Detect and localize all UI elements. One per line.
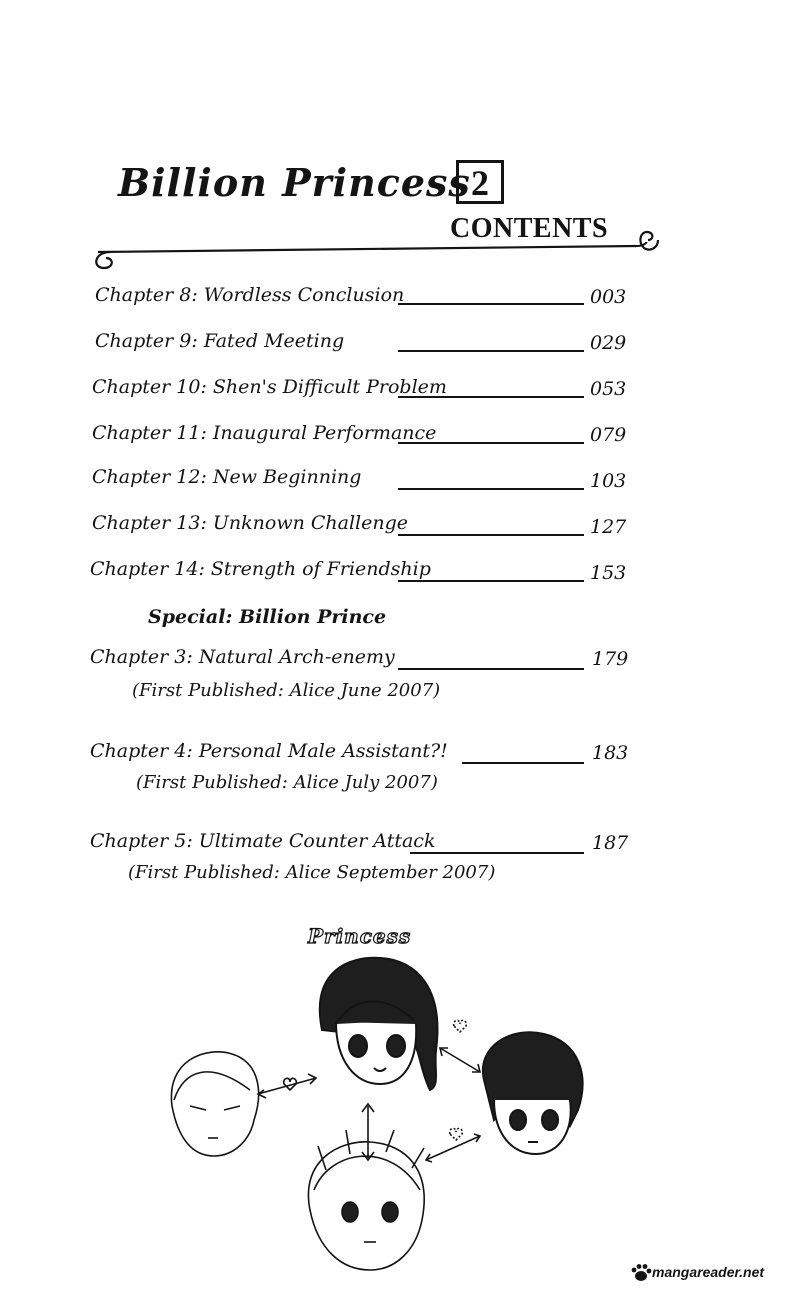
chapter-title: Chapter 14: Strength of Friendship — [90, 558, 431, 580]
publication-note: (First Published: Alice June 2007) — [132, 680, 441, 701]
page-number: 103 — [590, 470, 627, 492]
publication-note: (First Published: Alice September 2007) — [128, 862, 496, 883]
chapter-title: Chapter 9: Fated Meeting — [95, 330, 345, 352]
special-chapter-title: Chapter 4: Personal Male Assistant?! — [90, 740, 448, 762]
watermark-logo[interactable]: mangareader.net — [652, 1264, 765, 1280]
chapter-title: Chapter 13: Unknown Challenge — [92, 512, 409, 534]
chapter-title: Chapter 8: Wordless Conclusion — [95, 284, 405, 306]
page-number: 127 — [590, 516, 627, 538]
publication-note: (First Published: Alice July 2007) — [136, 772, 438, 793]
chapter-title: Chapter 11: Inaugural Performance — [92, 422, 437, 444]
page-number: 153 — [590, 562, 627, 584]
page-number: 179 — [592, 648, 629, 670]
special-heading: Special: Billion Prince — [148, 606, 387, 628]
leader-line — [398, 488, 584, 490]
character-face — [308, 1130, 424, 1270]
swirl-ornament-icon — [88, 242, 648, 282]
heart-arrow-icon — [426, 1128, 480, 1162]
leader-line — [398, 580, 584, 582]
volume-number-box: 2 — [456, 160, 504, 204]
contents-heading: CONTENTS — [450, 213, 609, 244]
special-chapter-title: Chapter 5: Ultimate Counter Attack — [90, 830, 436, 852]
character-illustration — [150, 950, 630, 1286]
paw-icon — [630, 1263, 652, 1283]
page-number: 003 — [590, 286, 627, 308]
page-number: 029 — [590, 332, 627, 354]
leader-line — [398, 303, 584, 305]
page-number: 053 — [590, 378, 627, 400]
leader-line — [398, 442, 584, 444]
leader-line — [410, 852, 584, 854]
leader-line — [398, 534, 584, 536]
chapter-title: Chapter 12: New Beginning — [92, 466, 362, 488]
leader-line — [398, 350, 584, 352]
character-face — [483, 1032, 583, 1154]
leader-line — [462, 762, 584, 764]
page-number: 183 — [592, 742, 629, 764]
special-chapter-title: Chapter 3: Natural Arch-enemy — [90, 646, 395, 668]
heart-arrow-icon — [440, 1020, 480, 1072]
heart-arrow-icon — [258, 1074, 316, 1098]
leader-line — [398, 668, 584, 670]
page-number: 187 — [592, 832, 629, 854]
illustration-label: Princess — [308, 924, 412, 948]
character-face — [171, 1052, 258, 1156]
leader-line — [398, 396, 584, 398]
book-title: Billion Princess — [118, 160, 471, 205]
page-number: 079 — [590, 424, 627, 446]
swirl-ornament-icon — [634, 228, 660, 252]
character-face — [320, 958, 438, 1090]
chapter-title: Chapter 10: Shen's Difficult Problem — [92, 376, 447, 398]
